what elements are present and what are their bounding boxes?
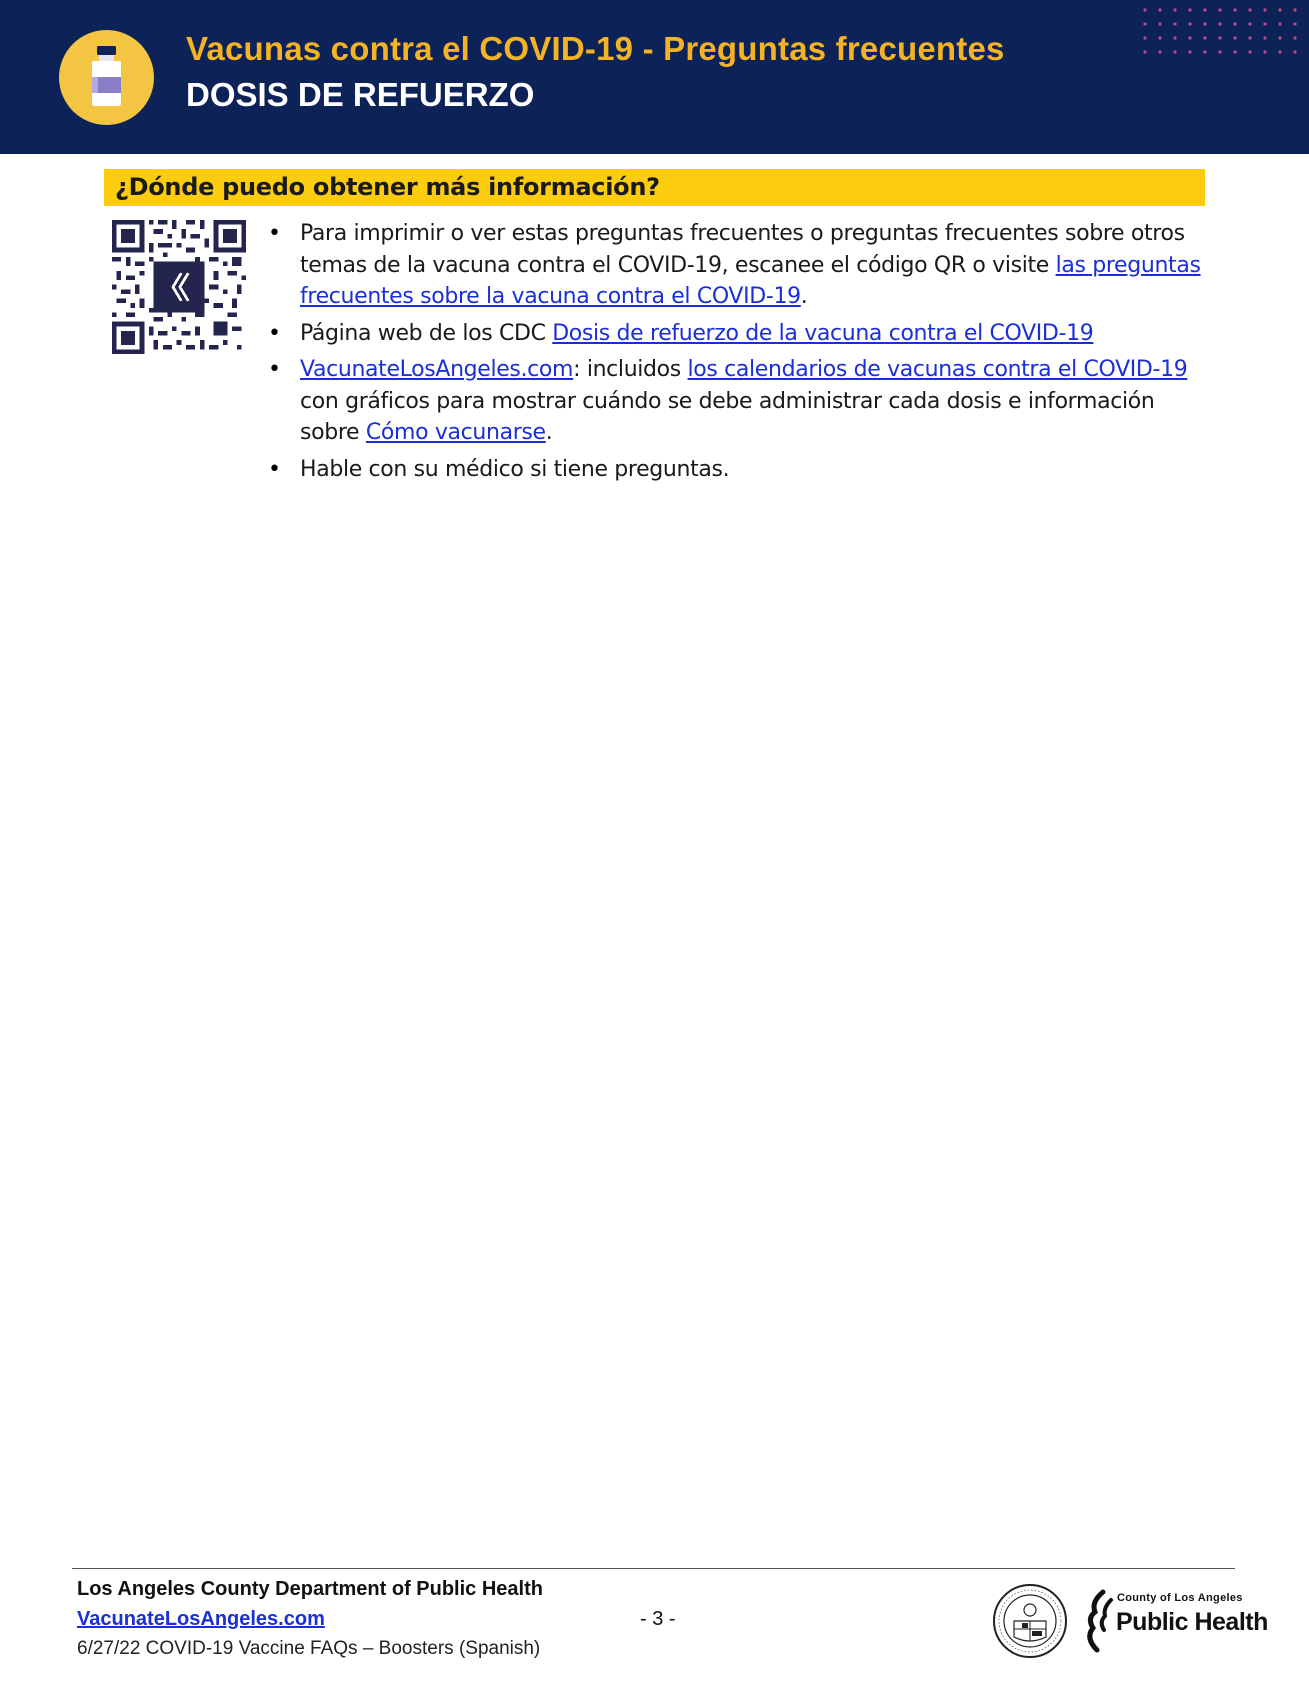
footer-org-name: Los Angeles County Department of Public Health bbox=[77, 1578, 543, 1600]
public-health-logo bbox=[1083, 1588, 1268, 1654]
vaccine-schedules-link[interactable]: los calendarios de vacunas contra el COVID-19 bbox=[687, 357, 1188, 382]
vaccine-vial-icon bbox=[59, 30, 154, 125]
list-item: • Para imprimir o ver estas preguntas frecuentes o preguntas frecuentes sobre otros temas de la vacuna contra el COVID-19, escanee el código QR o visite las preguntas frecuentes sobre la vacuna contra el COVID-19. bbox=[268, 218, 1203, 313]
logo-public-health-text: Public Health bbox=[1116, 1608, 1268, 1636]
footer-date-line: 6/27/22 COVID-19 Vaccine FAQs – Boosters (Spanish) bbox=[77, 1638, 541, 1659]
public-health-mark-icon bbox=[1083, 1588, 1117, 1654]
county-seal-icon bbox=[992, 1583, 1068, 1659]
section-title: ¿Dónde puedo obtener más información? bbox=[115, 173, 660, 201]
info-bullet-list bbox=[268, 218, 1203, 490]
page-title: Vacunas contra el COVID-19 - Preguntas frecuentes bbox=[186, 30, 1005, 67]
how-to-vaccinate-link[interactable]: Cómo vacunarse bbox=[365, 420, 546, 445]
list-item: • Hable con su médico si tiene preguntas. bbox=[268, 454, 1203, 486]
section-heading-bar bbox=[104, 169, 1205, 206]
qr-code-icon[interactable] bbox=[112, 220, 246, 354]
list-item: • Página web de los CDC Dosis de refuerzo de la vacuna contra el COVID-19 bbox=[268, 318, 1203, 350]
page-subtitle: DOSIS DE REFUERZO bbox=[186, 76, 535, 113]
header-band bbox=[0, 0, 1309, 154]
logo-county-text: County of Los Angeles bbox=[1117, 1592, 1243, 1604]
footer-divider bbox=[72, 1568, 1235, 1569]
footer-website-link[interactable]: VacunateLosAngeles.com bbox=[77, 1608, 325, 1630]
faq-link[interactable]: las preguntas frecuentes sobre la vacuna contra el COVID-19 bbox=[300, 252, 1201, 309]
list-item: • VacunateLosAngeles.com: incluidos los calendarios de vacunas contra el COVID-19 con gráficos para mostrar cuándo se debe administrar cada dosis e información sobre Cómo vacunarse. bbox=[268, 354, 1203, 449]
decorative-dots bbox=[1140, 6, 1306, 58]
page-number: - 3 - bbox=[640, 1608, 676, 1630]
cdc-booster-link[interactable]: Dosis de refuerzo de la vacuna contra el COVID-19 bbox=[552, 320, 1094, 346]
vacunate-site-link[interactable]: VacunateLosAngeles.com bbox=[300, 357, 574, 382]
